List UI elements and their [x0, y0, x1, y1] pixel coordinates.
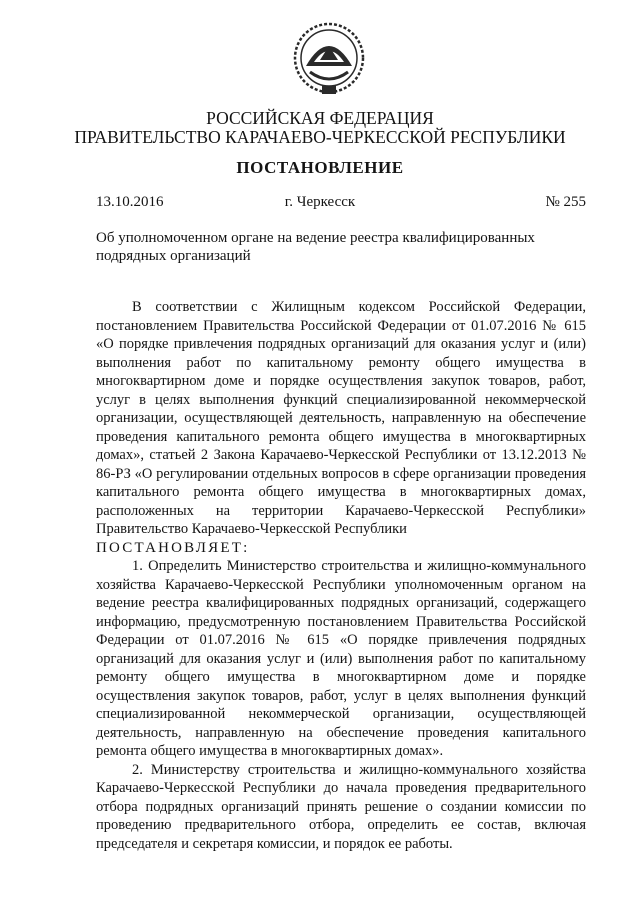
header-government: ПРАВИТЕЛЬСТВО КАРАЧАЕВО-ЧЕРКЕССКОЙ РЕСПУБЛИКИ: [74, 127, 566, 147]
item-1-paragraph: 1. Определить Министерство строительства и жилищно-коммунального хозяйства Карачаево-Черкесской Республики уполномоченным органом на ведение реестра квалифицированных подрядных организаций, содержащего информацию, предусмотренную постановлением Правительства Российской Федерации от 01.07.2016 № 615 «О порядке привлечения подрядных организаций для оказания услуг и (или) выполнения работ по капитальному ремонту общего имущества в многоквартирном доме и порядке осуществления закупок товаров, работ, услуг в целях выполнения функций специализированной некоммерческой организации, осуществляющей деятельность, направленную на обеспечение проведения капитального ремонта общего имущества в многоквартирных домах».: [96, 558, 586, 759]
document-city: г. Черкесск: [284, 194, 356, 210]
document-number: № 255: [545, 194, 586, 210]
coat-of-arms-emblem: [292, 20, 366, 98]
item-2-paragraph: 2. Министерству строительства и жилищно-коммунального хозяйства Карачаево-Черкесской Республики до начала проведения предварительного отбора подрядных организаций принять решение о создании комиссии по проведению предварительного отбора, определить ее состав, включая председателя и секретаря комиссии, и порядок ее работы.: [96, 761, 586, 852]
document-type-title: ПОСТАНОВЛЕНИЕ: [236, 158, 404, 177]
document-subject: Об уполномоченном органе на ведение реестра квалифицированных подрядных организаций: [96, 230, 535, 264]
document-body: [96, 298, 586, 853]
decree-word: ПОСТАНОВЛЯЕТ:: [96, 539, 250, 556]
preamble-paragraph: В соответствии с Жилищным кодексом Российской Федерации, постановлением Правительства Российской Федерации от 01.07.2016 № 615 «О порядке привлечения подрядных организаций для оказания услуг и (или) выполнения работ по капитальному ремонту общего имущества в многоквартирном доме и порядке осуществления закупок товаров, работ, услуг в целях выполнения функций специализированной некоммерческой организации, осуществляющей деятельность, направленную на обеспечение проведения капитального ремонта общего имущества в многоквартирных домах», статьей 2 Закона Карачаево-Черкесской Республики от 13.12.2013 № 86-РЗ «О регулировании отдельных вопросов в сфере организации проведения капитального ремонта общего имущества в многоквартирных домах, расположенных на территории Карачаево-Черкесской Республики» Правительство Карачаево-Черкесской Республики: [96, 299, 586, 537]
document-date: 13.10.2016: [96, 194, 164, 210]
header-country: РОССИЙСКАЯ ФЕДЕРАЦИЯ: [206, 108, 434, 128]
